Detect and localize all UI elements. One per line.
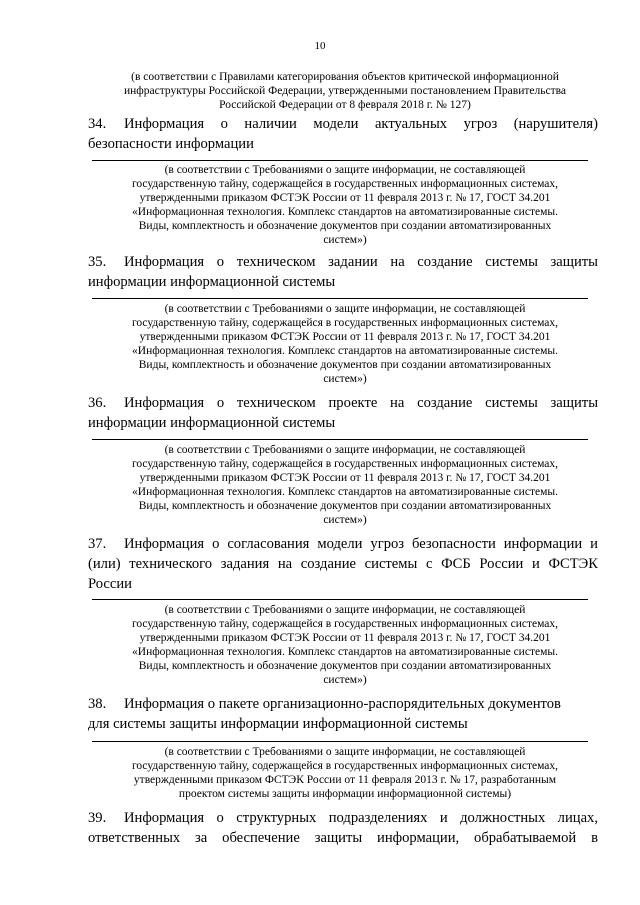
note-line: государственную тайну, содержащейся в государственных информационных системах, [131, 760, 559, 772]
note-line: утвержденными приказом ФСТЭК России от 11 февраля 2013 г. № 17, ГОСТ 34.201 [139, 632, 551, 644]
note-line: Виды, комплектность и обозначение документов при создании автоматизированных [138, 660, 552, 672]
item-36-note [100, 443, 590, 527]
note-line: государственную тайну, содержащейся в государственных информационных системах, [131, 178, 559, 190]
note-line: «Информационная технология. Комплекс стандартов на автоматизированные системы. [132, 206, 558, 218]
item-line: (или) технического задания на создание системы с ФСБ России и ФСТЭК [88, 556, 598, 572]
intro-note [100, 70, 590, 112]
item-text: Информация о техническом задании на создание системы защиты [124, 254, 598, 270]
item-35 [88, 252, 598, 292]
note-line: (в соответствии с Требованиями о защите информации, не составляющей [164, 164, 526, 176]
page-number: 10 [314, 40, 326, 52]
item-number: 34. [88, 116, 107, 132]
item-38-note [100, 745, 590, 801]
item-line [88, 694, 598, 714]
note-line: государственную тайну, содержащейся в государственных информационных системах, [131, 317, 559, 329]
item-line [88, 534, 598, 554]
note-line: систем») [323, 373, 367, 385]
note-line: (в соответствии с Требованиями о защите информации, не составляющей [164, 746, 526, 758]
note-line: утвержденными приказом ФСТЭК России от 11 февраля 2013 г. № 17, ГОСТ 34.201 [139, 331, 551, 343]
item-line: информации информационной системы [88, 415, 336, 431]
note-line: проектом системы защиты информации информационной системы) [178, 788, 512, 800]
blank-line [92, 439, 588, 440]
item-line: для системы защиты информации информационной системы [88, 716, 468, 732]
note-line: утвержденными приказом ФСТЭК России от 11 февраля 2013 г. № 17, разработанным [133, 774, 557, 786]
note-line: «Информационная технология. Комплекс стандартов на автоматизированные системы. [132, 486, 558, 498]
item-text: Информация о наличии модели актуальных угроз (нарушителя) [124, 116, 598, 132]
note-line: (в соответствии с Требованиями о защите информации, не составляющей [164, 604, 526, 616]
note-line: «Информационная технология. Комплекс стандартов на автоматизированные системы. [132, 646, 558, 658]
item-38 [88, 694, 598, 734]
item-line: информации информационной системы [88, 274, 336, 290]
note-line: (в соответствии с Требованиями о защите информации, не составляющей [164, 303, 526, 315]
blank-line [92, 741, 588, 742]
item-line: России [88, 576, 132, 592]
item-34-note [100, 163, 590, 247]
item-number: 36. [88, 395, 107, 411]
note-line: «Информационная технология. Комплекс стандартов на автоматизированные системы. [132, 345, 558, 357]
note-line: систем») [323, 674, 367, 686]
note-line: государственную тайну, содержащейся в государственных информационных системах, [131, 458, 559, 470]
note-line: систем») [323, 234, 367, 246]
blank-line [92, 599, 588, 600]
item-number: 38. [88, 696, 107, 712]
item-39 [88, 808, 598, 848]
note-line: (в соответствии с Правилами категорирования объектов критической информационной [131, 71, 559, 83]
blank-line [92, 160, 588, 161]
item-34 [88, 114, 598, 154]
item-text: Информация о пакете организационно-распорядительных документов [124, 696, 561, 712]
item-text: Информация о согласования модели угроз безопасности информации и [124, 536, 598, 552]
item-37-note [100, 603, 590, 687]
item-line [88, 114, 598, 134]
note-line: инфраструктуры Российской Федерации, утвержденными постановлением Правительства [123, 85, 566, 97]
item-line [88, 808, 598, 828]
note-line: государственную тайну, содержащейся в государственных информационных системах, [131, 618, 559, 630]
note-line: утвержденными приказом ФСТЭК России от 11 февраля 2013 г. № 17, ГОСТ 34.201 [139, 192, 551, 204]
item-line: безопасности информации [88, 136, 254, 152]
item-number: 35. [88, 254, 107, 270]
item-number: 39. [88, 810, 107, 826]
blank-line [92, 298, 588, 299]
item-number: 37. [88, 536, 107, 552]
note-line: Виды, комплектность и обозначение документов при создании автоматизированных [138, 359, 552, 371]
note-line: утвержденными приказом ФСТЭК России от 11 февраля 2013 г. № 17, ГОСТ 34.201 [139, 472, 551, 484]
item-line [88, 393, 598, 413]
item-text: Информация о техническом проекте на создание системы защиты [124, 395, 598, 411]
item-line: ответственных за обеспечение защиты информации, обрабатываемой в [88, 830, 598, 846]
note-line: Виды, комплектность и обозначение документов при создании автоматизированных [138, 500, 552, 512]
item-text: Информация о структурных подразделениях и должностных лицах, [124, 810, 598, 826]
item-line [88, 252, 598, 272]
note-line: Виды, комплектность и обозначение документов при создании автоматизированных [138, 220, 552, 232]
note-line: (в соответствии с Требованиями о защите информации, не составляющей [164, 444, 526, 456]
item-35-note [100, 302, 590, 386]
note-line: Российской Федерации от 8 февраля 2018 г. № 127) [219, 99, 471, 111]
item-36 [88, 393, 598, 433]
item-37 [88, 534, 598, 594]
note-line: систем») [323, 514, 367, 526]
